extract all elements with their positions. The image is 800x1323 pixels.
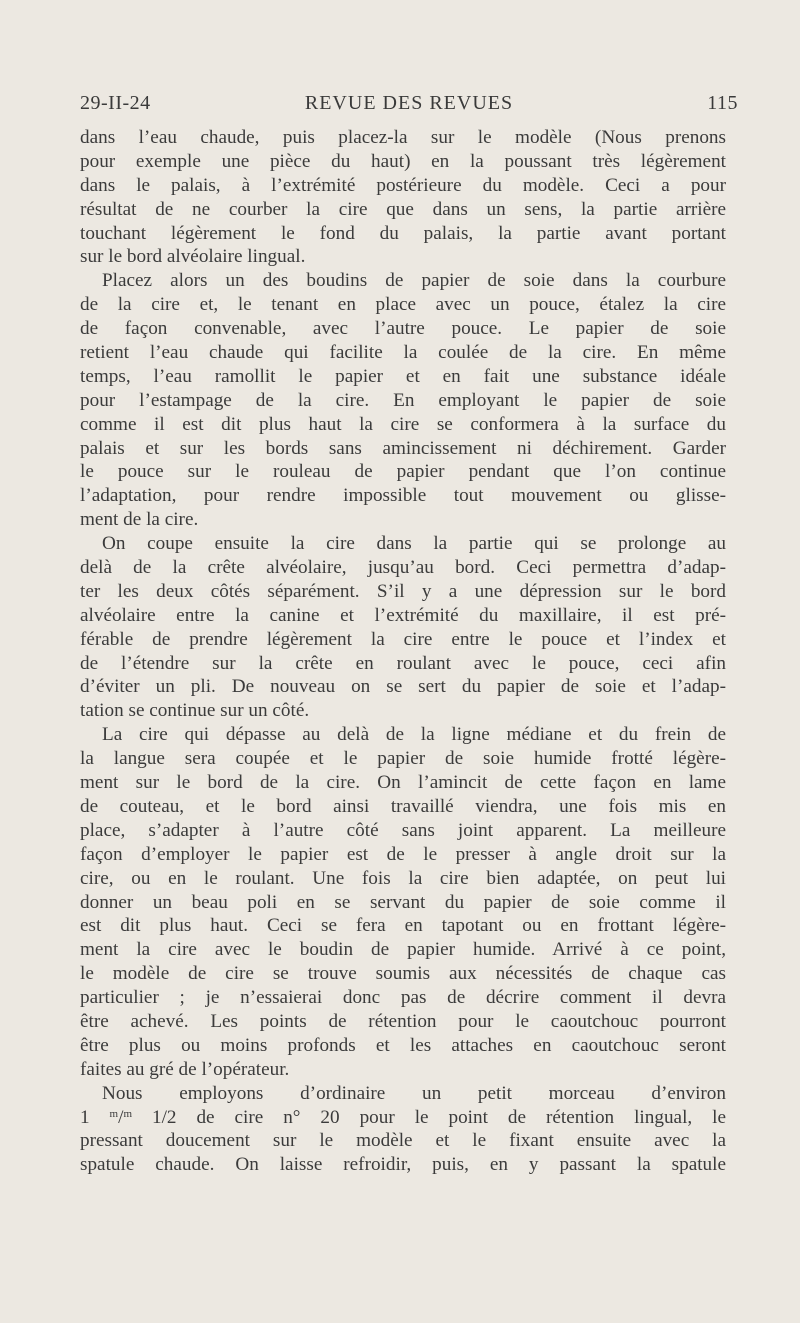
text-line: ment de la cire. xyxy=(80,509,199,531)
text-line: donner un beau poli en se servant du papier de soie comme il xyxy=(80,891,726,913)
text-line: La cire qui dépasse au delà de la ligne médiane et du frein de xyxy=(102,724,726,746)
text-line: temps, l’eau ramollit le papier et en fait une substance idéale xyxy=(80,365,726,387)
text-line: le pouce sur le rouleau de papier pendant que l’on continue xyxy=(80,461,726,483)
text-line: ment la cire avec le boudin de papier humide. Arrivé à ce point, xyxy=(80,939,726,961)
text-line: férable de prendre légèrement la cire entre le pouce et l’index et xyxy=(80,628,726,650)
text-line: particulier ; je n’essaierai donc pas de décrire comment il devra xyxy=(80,987,726,1009)
text-line: la langue sera coupée et le papier de soie humide frotté légère- xyxy=(80,748,726,770)
text-line: Nous employons d’ordinaire un petit morceau d’environ xyxy=(102,1082,726,1104)
text-line: pour exemple une pièce du haut) en la poussant très légèrement xyxy=(80,150,726,172)
header-title: REVUE DES REVUES xyxy=(304,92,514,114)
text-line: le modèle de cire se trouve soumis aux nécessités de chaque cas xyxy=(80,963,726,985)
superscript: m xyxy=(109,1107,119,1120)
text-line: de l’étendre sur la crête en roulant avec le pouce, ceci afin xyxy=(80,652,726,674)
text-line: est dit plus haut. Ceci se fera en tapotant ou en frottant légère- xyxy=(80,915,726,937)
text-line: façon d’employer le papier est de le presser à angle droit sur la xyxy=(80,843,726,865)
text-line: palais et sur les bords sans amincissement ni déchirement. Garder xyxy=(80,437,726,459)
text-line: spatule chaude. On laisse refroidir, puis, en y passant la spatule xyxy=(80,1154,726,1176)
text-line: d’éviter un pli. De nouveau on se sert du papier de soie et l’adap- xyxy=(80,676,726,698)
text-fragment: 1 xyxy=(80,1106,110,1128)
text-line: alvéolaire entre la canine et l’extrémité du maxillaire, il est pré- xyxy=(80,604,726,626)
text-line: comme il est dit plus haut la cire se conformera à la surface du xyxy=(80,413,726,435)
header-date: 29-II-24 xyxy=(80,92,151,114)
text-line: ment sur le bord de la cire. On l’amincit de cette façon en lame xyxy=(80,772,726,794)
text-line: dans l’eau chaude, puis placez-la sur le modèle (Nous prenons xyxy=(80,127,726,148)
text-line: pour l’estampage de la cire. En employant le papier de soie xyxy=(80,389,726,411)
text-line: On coupe ensuite la cire dans la partie qui se prolonge au xyxy=(102,533,726,555)
text-line: de façon convenable, avec l’autre pouce. Le papier de soie xyxy=(80,318,726,340)
superscript: m xyxy=(123,1107,133,1120)
text-line: être achevé. Les points de rétention pour le caoutchouc pourront xyxy=(80,1010,726,1032)
text-line: pressant doucement sur le modèle et le fixant ensuite avec la xyxy=(80,1130,726,1152)
text-line: faites au gré de l’opérateur. xyxy=(80,1058,290,1080)
text-line: Placez alors un des boudins de papier de soie dans la courbure xyxy=(102,270,726,292)
text-line: tation se continue sur un côté. xyxy=(80,700,310,722)
text-line: être plus ou moins profonds et les attaches en caoutchouc seront xyxy=(80,1034,726,1056)
text-line: delà de la crête alvéolaire, jusqu’au bord. Ceci permettra d’adap- xyxy=(80,557,726,579)
text-line: sur le bord alvéolaire lingual. xyxy=(80,246,306,268)
text-fragment: 1/2 de cire n° 20 pour le point de rétention lingual, le xyxy=(132,1106,726,1128)
body-text xyxy=(80,126,726,1177)
text-line: dans le palais, à l’extrémité postérieure du modèle. Ceci a pour xyxy=(80,174,726,196)
text-line: cire, ou en le roulant. Une fois la cire bien adaptée, on peut lui xyxy=(80,867,726,889)
text-line: retient l’eau chaude qui facilite la coulée de la cire. En même xyxy=(80,342,726,364)
running-header xyxy=(80,92,738,122)
text-line: ter les deux côtés séparément. S’il y a une dépression sur le bord xyxy=(80,580,726,602)
text-line: l’adaptation, pour rendre impossible tout mouvement ou glisse- xyxy=(80,485,726,507)
text-line: de couteau, et le bord ainsi travaillé viendra, une fois mis en xyxy=(80,795,726,817)
text-line: de la cire et, le tenant en place avec un pouce, étalez la cire xyxy=(80,294,726,316)
text-line xyxy=(80,1106,726,1130)
text-fragment: / xyxy=(118,1106,124,1128)
text-line: touchant légèrement le fond du palais, la partie avant portant xyxy=(80,222,726,244)
text-line: résultat de ne courber la cire que dans un sens, la partie arrière xyxy=(80,198,726,220)
text-line: place, s’adapter à l’autre côté sans joint apparent. La meilleure xyxy=(80,819,726,841)
page-number: 115 xyxy=(707,92,738,114)
